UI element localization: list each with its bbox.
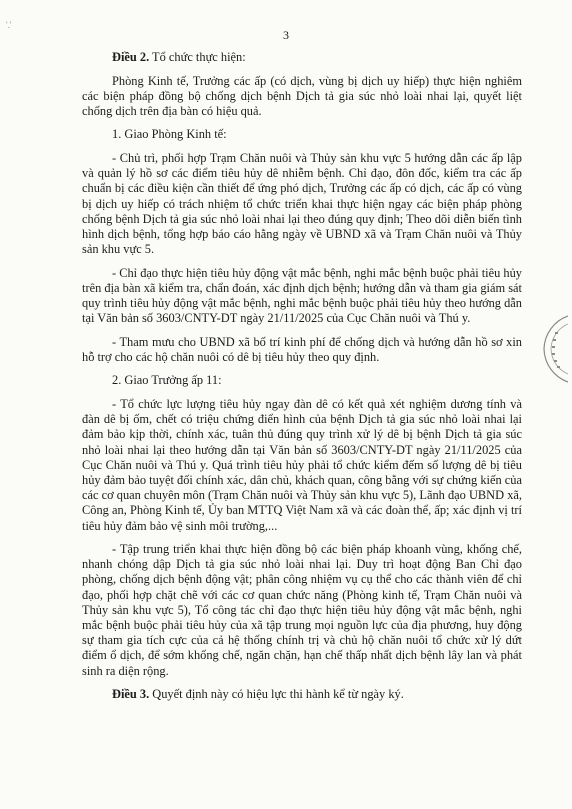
article-3-label: Điều 3.	[112, 687, 150, 702]
article-2-title: Tổ chức thực hiện:	[149, 50, 246, 64]
scan-corner-mark: '.'	[6, 20, 12, 30]
document-body	[82, 50, 522, 711]
section-2-item: - Tổ chức lực lượng tiêu hủy ngay đàn dê có kết quả xét nghiệm dương tính và đàn dê bị ốm, chết có triệu chứng điển hình của bệnh Dịch tả gia súc nhỏ loài nhai lại đảm bảo kịp thời, chính xác, tuân thủ đúng quy trình xử lý dê bị bệnh Dịch tả gia súc nhỏ loài nhai lại theo hướng dẫn tại Văn bản số 3603/CNTY-DT ngày 21/11/2025 của Cục Chăn nuôi và Thú y. Quá trình tiêu hủy phải tổ chức kiểm đếm số lượng dê bị tiêu hủy đảm bảo tuyệt đối chính xác, dân chủ, khách quan, công bằng với sự chứng kiến của các cơ quan chuyên môn (Trạm Chăn nuôi và Thủy sản khu vực 5), Lãnh đạo UBND xã, Công an, Phòng Kinh tế, Ủy ban MTTQ Việt Nam xã và các đoàn thể, ấp; xác định vị trí tiêu hủy đảm bảo vệ sinh môi trường,...	[82, 396, 522, 533]
section-1-item: - Chỉ đạo thực hiện tiêu hủy động vật mắc bệnh, nghi mắc bệnh buộc phải tiêu hủy trên địa bàn xã kiểm tra, chẩn đoán, xác định dịch bệnh; hướng dẫn và tham gia giám sát quy trình tiêu hủy động vật mắc bệnh, nghi mắc bệnh buộc phải tiêu hủy theo hướng dẫn tại Văn bản số 3603/CNTY-DT ngày 21/11/2025 của Cục Chăn nuôi và Thú y.	[82, 265, 523, 326]
section-1-item: - Tham mưu cho UBND xã bố trí kinh phí để chống dịch và hướng dẫn hồ sơ xin hỗ trợ cho các hộ chăn nuôi có dê bị tiêu hủy theo quy định.	[82, 334, 522, 364]
article-2-label: Điều 2.	[112, 50, 150, 64]
seal-stamp-fragment	[538, 312, 568, 386]
article-2-intro: Phòng Kinh tế, Trưởng các ấp (có dịch, vùng bị dịch uy hiếp) thực hiện nghiêm các biện pháp đồng bộ chống dịch bệnh Dịch tả gia súc nhỏ loài nhai lại, quyết liệt chống dịch trên địa bàn có hiệu quả.	[82, 73, 522, 118]
section-2-item: - Tập trung triển khai thực hiện đồng bộ các biện pháp khoanh vùng, khống chế, nhanh chóng dập Dịch tả gia súc nhỏ loài nhai lại. Duy trì hoạt động Ban Chỉ đạo phòng, chống dịch bệnh động vật; phân công nhiệm vụ cụ thể cho các thành viên để chỉ đạo, phối hợp chặt chẽ với các cơ quan chức năng (Phòng kinh tế, Trạm Chăn nuôi và Thủy sản khu vực 5), Tổ công tác chỉ đạo thực hiện tiêu hủy động vật mắc bệnh, nghi mắc bệnh buộc phải tiêu hủy của xã tập trung mọi nguồn lực của địa phương, huy động sự tham gia tích cực của cả hệ thống chính trị và chủ hộ chăn nuôi tổ chức xử lý dứt điểm ổ dịch, để sớm khống chế, ngăn chặn, hạn chế thấp nhất dịch bệnh lây lan và phát sinh ra diện rộng.	[82, 542, 522, 678]
article-2-heading	[82, 50, 522, 65]
page-number: 3	[283, 28, 289, 42]
article-3-text: Quyết định này có hiệu lực thi hành kể từ ngày ký.	[149, 687, 404, 702]
section-1-title: 1. Giao Phòng Kinh tế:	[112, 127, 227, 142]
section-1-item: - Chủ trì, phối hợp Trạm Chăn nuôi và Thủy sản khu vực 5 hướng dẫn các ấp lập và quản lý hồ sơ các điểm tiêu hủy dê nhiễm bệnh. Chỉ đạo, đôn đốc, kiểm tra các ấp chuẩn bị các điều kiện cần thiết để ứng phó dịch, Trưởng các ấp có dịch, các ấp có vùng bị dịch uy hiếp có trách nhiệm tổ chức triển khai thực hiện ngay các biện pháp phòng chống bệnh Dịch tả gia súc nhỏ loài nhai lại theo đúng quy định; Theo dõi diễn biến tình hình dịch bệnh, tổng hợp báo cáo hằng ngày về UBND xã và Trạm Chăn nuôi và Thủy sản khu vực 5.	[82, 150, 522, 257]
section-2-title: 2. Giao Trưởng ấp 11:	[112, 373, 222, 388]
article-3-heading	[82, 687, 522, 702]
